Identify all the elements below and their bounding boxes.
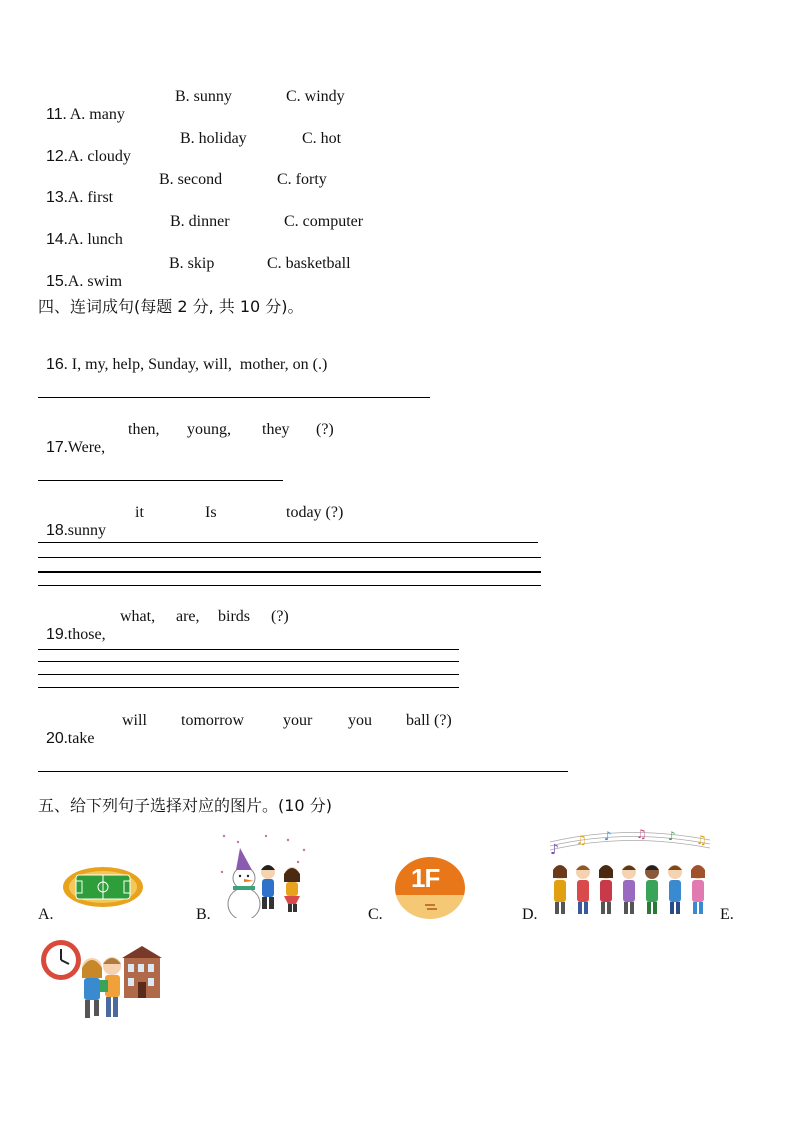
svg-text:♫: ♫ (696, 833, 707, 847)
word: .sunny (63, 522, 107, 539)
picture-e-label: E. (720, 906, 734, 923)
question-11-option-c: C. windy (286, 88, 345, 105)
word: ball (?) (406, 712, 452, 729)
svg-text:♪: ♪ (604, 829, 612, 843)
question-15-option-c: C. basketball (267, 255, 351, 272)
question-15 (38, 255, 122, 291)
svg-text:♫: ♫ (576, 833, 587, 847)
word: it (135, 504, 144, 521)
question-number: 15 (46, 273, 64, 290)
question-11-option-b: B. sunny (175, 88, 232, 105)
question-14-option-c: C. computer (284, 213, 364, 230)
floor-badge-text: 1F (411, 863, 440, 893)
answer-line[interactable] (38, 397, 430, 398)
option-a: .A. lunch (63, 231, 123, 248)
section-5-title: 五、给下列句子选择对应的图片。(10 分) (38, 796, 332, 815)
question-number: 11 (46, 106, 63, 123)
stadium-icon (62, 866, 144, 908)
question-words: . I, my, help, Sunday, will, mother, on (.) (63, 356, 328, 373)
word: .those, (63, 626, 106, 643)
option-a: . A. many (62, 106, 125, 123)
svg-text:♪: ♪ (550, 842, 559, 858)
word: what, (120, 608, 156, 625)
question-14-option-b: B. dinner (170, 213, 230, 230)
question-13 (38, 171, 113, 207)
word: young, (187, 421, 231, 438)
svg-text:♪: ♪ (668, 829, 676, 843)
question-12-option-c: C. hot (302, 130, 342, 147)
question-15-option-b: B. skip (169, 255, 215, 272)
word: (?) (271, 608, 289, 625)
picture-b-label: B. (196, 906, 211, 923)
answer-line[interactable] (38, 585, 541, 586)
answer-line[interactable] (38, 771, 568, 772)
question-11 (38, 88, 125, 124)
snowman-children-icon (218, 832, 310, 918)
answer-line[interactable] (38, 674, 459, 675)
picture-c-label: C. (368, 906, 383, 923)
option-a: .A. cloudy (63, 148, 131, 165)
section-4-title: 四、连词成句(每题 2 分, 共 10 分)。 (38, 297, 304, 316)
question-19 (38, 608, 106, 644)
word: Is (205, 504, 217, 521)
word: you (348, 712, 372, 729)
question-number: 18 (46, 522, 64, 539)
question-13-option-b: B. second (159, 171, 223, 188)
question-20 (38, 712, 94, 748)
question-17 (38, 421, 105, 457)
question-number: 20 (46, 730, 64, 747)
question-number: 17 (46, 439, 64, 456)
answer-line[interactable] (38, 480, 283, 481)
question-12 (38, 130, 131, 166)
first-floor-icon (395, 857, 465, 919)
word: tomorrow (181, 712, 245, 729)
question-14 (38, 213, 123, 249)
word: (?) (316, 421, 334, 438)
option-a: .A. first (63, 189, 114, 206)
question-18 (38, 504, 106, 540)
word: .Were, (63, 439, 106, 456)
picture-d-label: D. (522, 906, 538, 923)
question-number: 12 (46, 148, 64, 165)
word: are, (176, 608, 200, 625)
question-16 (38, 338, 327, 374)
school-clock-icon (40, 938, 162, 1024)
question-12-option-b: B. holiday (180, 130, 247, 147)
picture-a-label: A. (38, 906, 54, 923)
word: birds (218, 608, 250, 625)
answer-line[interactable] (38, 687, 459, 688)
word: they (262, 421, 290, 438)
question-number: 14 (46, 231, 64, 248)
word: then, (128, 421, 160, 438)
answer-line[interactable] (38, 542, 538, 543)
question-number: 13 (46, 189, 64, 206)
children-singing-icon (546, 828, 714, 922)
word: today (?) (286, 504, 344, 521)
option-a: .A. swim (63, 273, 123, 290)
word: will (122, 712, 147, 729)
answer-line[interactable] (38, 661, 459, 662)
word: .take (63, 730, 95, 747)
question-number: 16 (46, 356, 64, 373)
answer-line[interactable] (38, 649, 459, 650)
answer-line[interactable] (38, 571, 541, 573)
svg-text:♫: ♫ (636, 828, 647, 841)
question-number: 19 (46, 626, 64, 643)
question-13-option-c: C. forty (277, 171, 327, 188)
word: your (283, 712, 313, 729)
answer-line[interactable] (38, 557, 541, 558)
